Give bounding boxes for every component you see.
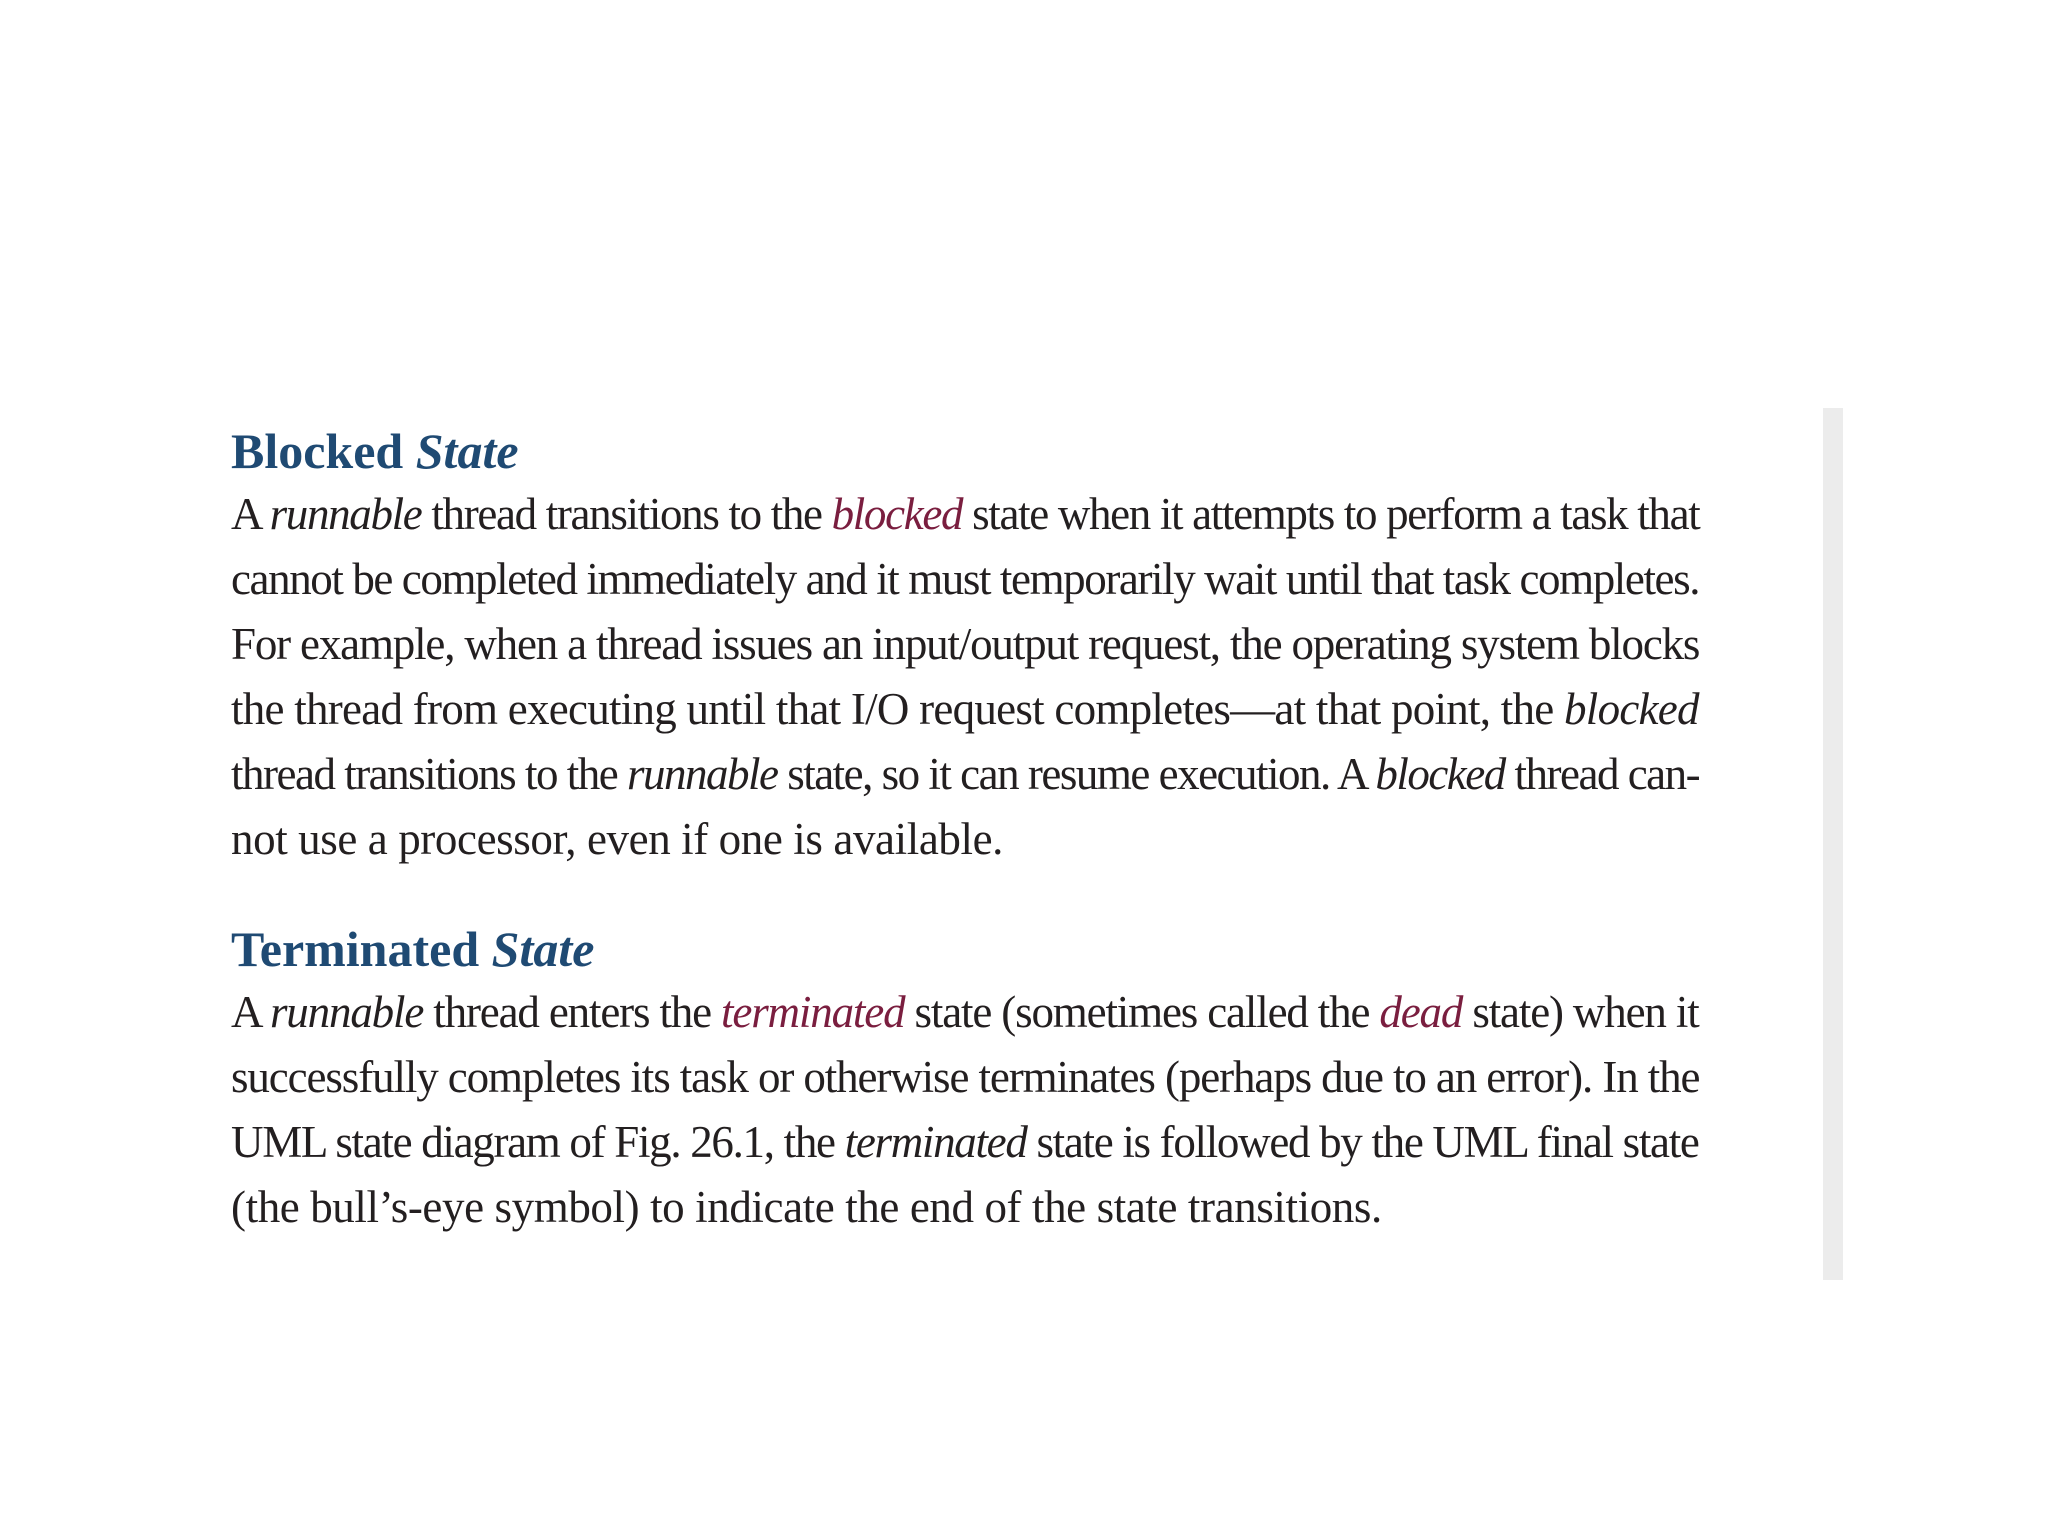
paragraph-line (231, 980, 1699, 1045)
italic-term: blocked (1564, 684, 1699, 734)
paragraph-blocked-state (231, 482, 1699, 872)
text-run: successfully completes its task or otherwise terminates (perhaps due to an error). In the (231, 1052, 1700, 1102)
heading-italic-text: State (491, 921, 595, 977)
text-run: state is followed by the UML final state (1026, 1117, 1699, 1167)
text-run: For example, when a thread issues an input/output request, the operating system blocks (231, 619, 1700, 669)
italic-term: runnable (269, 489, 422, 539)
paragraph-terminated-state (231, 980, 1699, 1240)
highlighted-term: terminated (721, 987, 905, 1037)
text-run: state) when it (1462, 987, 1699, 1037)
text-run: A (231, 987, 270, 1037)
text-run: state (sometimes called the (904, 987, 1380, 1037)
italic-term: terminated (844, 1117, 1027, 1167)
section-spacer (231, 872, 1699, 918)
highlighted-term: blocked (831, 489, 963, 539)
text-run: state, so it can resume execution. A (777, 749, 1376, 799)
text-run: cannot be completed immediately and it must temporarily wait until that task completes. (231, 554, 1700, 604)
highlighted-term: dead (1379, 987, 1463, 1037)
heading-italic-text: State (415, 423, 519, 479)
text-run: thread transitions to the (231, 749, 627, 799)
heading-main-text: Terminated (231, 921, 480, 977)
text-run: UML state diagram of Fig. 26.1, the (231, 1117, 845, 1167)
section-heading-terminated-state (231, 918, 1699, 980)
paragraph-line (231, 482, 1699, 547)
content-area (231, 420, 1699, 1240)
text-run: thread transitions to the (421, 489, 832, 539)
text-run: not use a processor, even if one is available. (231, 814, 1004, 864)
paragraph-line (231, 677, 1699, 742)
section-heading-blocked-state (231, 420, 1699, 482)
paragraph-line (231, 547, 1699, 612)
paragraph-line (231, 1110, 1699, 1175)
text-run: A (231, 489, 270, 539)
text-run: thread enters the (423, 987, 722, 1037)
heading-main-text: Blocked (231, 423, 404, 479)
text-run: thread can- (1504, 749, 1700, 799)
page-edge-bar (1823, 408, 1843, 1280)
paragraph-line (231, 807, 1699, 872)
paragraph-line (231, 612, 1699, 677)
paragraph-line (231, 1045, 1699, 1110)
paragraph-line (231, 1175, 1699, 1240)
italic-term: blocked (1375, 749, 1505, 799)
text-run: (the bull’s-eye symbol) to indicate the end of the state transitions. (231, 1182, 1382, 1232)
text-run: the thread from executing until that I/O request completes—at that point, the (231, 684, 1565, 734)
text-run: state when it attempts to perform a task that (962, 489, 1700, 539)
italic-term: runnable (626, 749, 778, 799)
paragraph-line (231, 742, 1699, 807)
italic-term: runnable (269, 987, 424, 1037)
